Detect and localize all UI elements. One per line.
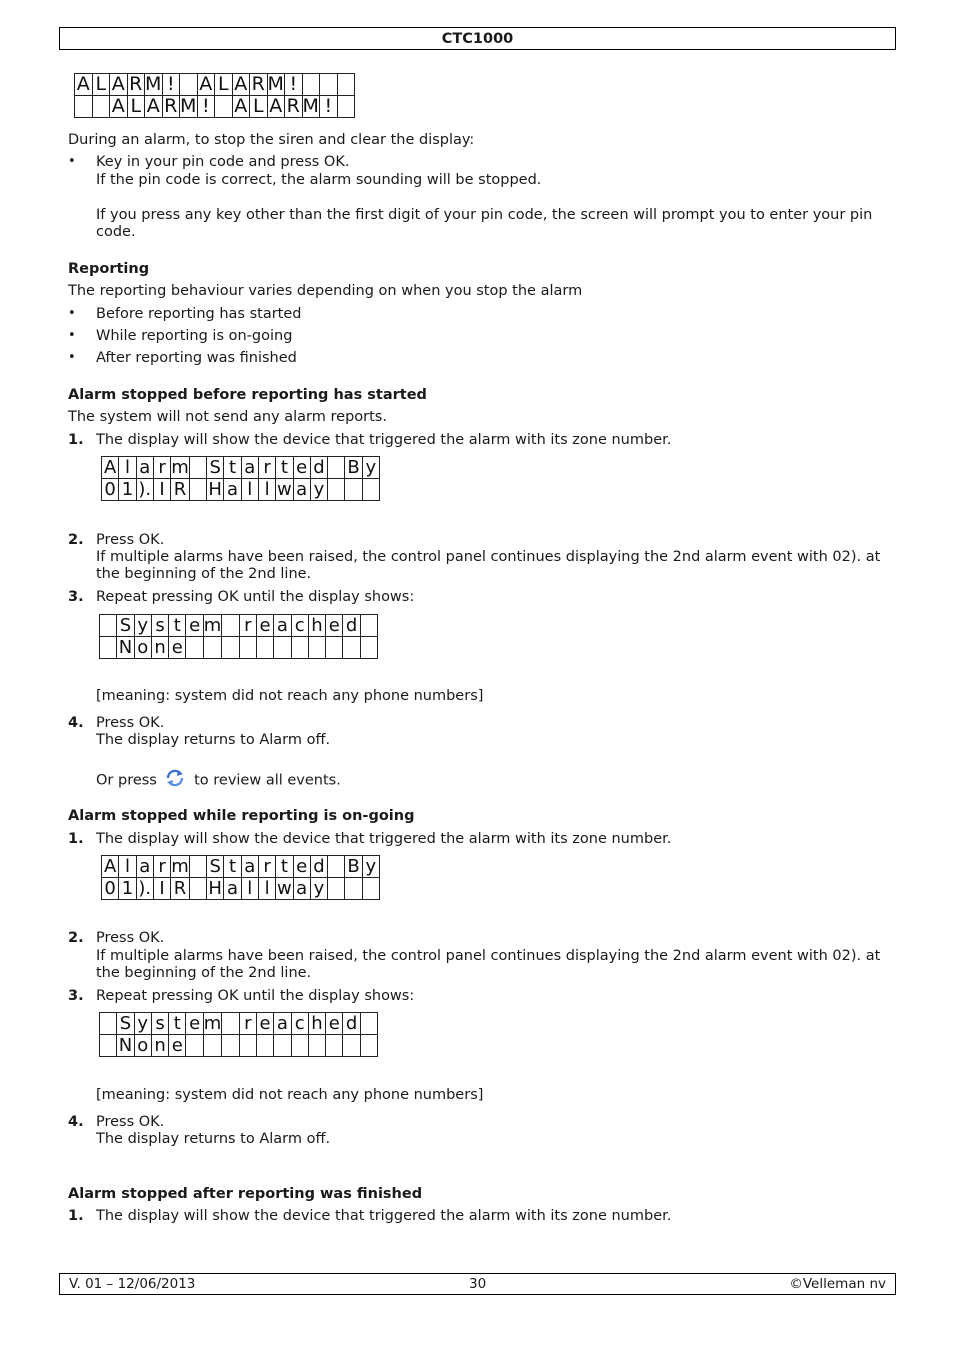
lcd-cell: S xyxy=(207,457,224,479)
step-number: 4. xyxy=(68,715,84,731)
lcd-cell: e xyxy=(293,856,310,878)
lcd-cell: t xyxy=(169,1013,186,1035)
list-item: While reporting is on-going xyxy=(96,328,293,344)
lcd-cell xyxy=(215,96,233,118)
lcd-cell: A xyxy=(267,96,285,118)
step-text: Press OK. xyxy=(96,1114,165,1130)
bullet-text: Key in your pin code and press OK. xyxy=(96,154,350,170)
step-number: 3. xyxy=(68,988,84,1004)
lcd-cell: o xyxy=(134,1035,151,1057)
lcd-cell: l xyxy=(258,878,275,900)
lcd-row xyxy=(102,457,380,479)
lcd-cell: h xyxy=(308,615,325,637)
lcd-cell: a xyxy=(293,479,310,501)
lcd-system-reached-display xyxy=(99,614,378,659)
lcd-cell: L xyxy=(250,96,268,118)
lcd-cell: l xyxy=(258,479,275,501)
lcd-cell: A xyxy=(102,856,119,878)
lcd-cell xyxy=(203,1035,222,1057)
lcd-cell xyxy=(337,96,355,118)
lcd-cell: r xyxy=(258,856,275,878)
lcd-cell xyxy=(100,1013,117,1035)
lcd-cell: y xyxy=(362,457,379,479)
lcd-cell xyxy=(256,1035,273,1057)
lcd-cell xyxy=(328,479,345,501)
step-number: 2. xyxy=(68,930,84,946)
step-subtext: The display returns to Alarm off. xyxy=(96,732,331,748)
lcd-row xyxy=(100,1013,378,1035)
bullet-subtext: If the pin code is correct, the alarm sounding will be stopped. xyxy=(96,172,542,188)
lcd-cell: M xyxy=(180,95,197,117)
lcd-cell xyxy=(337,74,355,96)
lcd-cell: n xyxy=(151,1035,168,1057)
reporting-text: The reporting behaviour varies depending on when you stop the alarm xyxy=(68,283,583,299)
refresh-cycle-icon xyxy=(165,769,185,792)
lcd-cell: m xyxy=(171,855,189,877)
lcd-cell: a xyxy=(224,878,241,900)
lcd-cell xyxy=(291,1035,308,1057)
lcd-cell xyxy=(291,637,308,659)
lcd-cell xyxy=(302,74,320,96)
lcd-cell: ). xyxy=(136,479,153,501)
lcd-cell: s xyxy=(151,615,168,637)
lcd-cell: a xyxy=(241,856,258,878)
lcd-cell xyxy=(239,637,256,659)
lcd-cell: e xyxy=(326,1013,343,1035)
step-number: 1. xyxy=(68,1208,84,1224)
lcd-cell xyxy=(328,878,345,900)
lcd-cell: d xyxy=(310,856,327,878)
lcd-cell xyxy=(308,1035,325,1057)
lcd-alarm-started-display xyxy=(101,855,380,900)
lcd-cell: a xyxy=(274,1013,291,1035)
bullet-dot: • xyxy=(68,328,76,343)
lcd-cell: y xyxy=(310,878,327,900)
lcd-cell: ! xyxy=(197,96,215,118)
lcd-cell xyxy=(180,74,198,96)
lcd-cell xyxy=(186,637,203,659)
lcd-cell: e xyxy=(186,1013,203,1035)
lcd-cell xyxy=(328,856,345,878)
lcd-cell: t xyxy=(224,457,241,479)
lcd-cell xyxy=(274,637,291,659)
page-header xyxy=(59,27,896,50)
lcd-cell: n xyxy=(151,637,168,659)
lcd-cell: ! xyxy=(320,96,338,118)
lcd-cell: e xyxy=(256,615,273,637)
lcd-cell: r xyxy=(239,615,256,637)
lcd-alarm-display xyxy=(74,73,355,118)
lcd-cell: B xyxy=(345,457,362,479)
lcd-cell: A xyxy=(197,74,215,96)
lcd-cell: L xyxy=(127,96,145,118)
lcd-cell: R xyxy=(171,479,190,501)
lcd-cell: a xyxy=(241,457,258,479)
lcd-cell: A xyxy=(102,457,119,479)
lcd-cell: 0 xyxy=(102,479,119,501)
or-press-line xyxy=(96,769,341,792)
lcd-cell: B xyxy=(345,856,362,878)
lcd-cell: 1 xyxy=(119,878,136,900)
lcd-cell xyxy=(100,615,117,637)
step-number: 1. xyxy=(68,432,84,448)
lcd-cell: l xyxy=(119,856,136,878)
lcd-cell: s xyxy=(151,1013,168,1035)
step-text: Press OK. xyxy=(96,715,165,731)
lcd-cell: e xyxy=(169,637,186,659)
lcd-cell: A xyxy=(232,74,250,96)
step-number: 1. xyxy=(68,831,84,847)
bullet-dot: • xyxy=(68,350,76,365)
lcd-cell xyxy=(222,1035,239,1057)
lcd-cell: S xyxy=(117,1013,134,1035)
lcd-cell: d xyxy=(343,1013,360,1035)
lcd-cell: L xyxy=(215,74,233,96)
lcd-cell xyxy=(239,1035,256,1057)
lcd-cell xyxy=(360,1035,377,1057)
lcd-cell: H xyxy=(208,877,222,899)
lcd-cell: e xyxy=(169,1035,186,1057)
step-text: The display will show the device that triggered the alarm with its zone number. xyxy=(96,831,672,847)
lcd-cell: ). xyxy=(136,878,153,900)
lcd-cell: r xyxy=(153,856,170,878)
step-subtext: If multiple alarms have been raised, the control panel continues displaying the 2nd alarm event with 02). at the beginning of the 2nd line. xyxy=(96,948,881,981)
lcd-cell: t xyxy=(276,457,293,479)
lcd-cell: 0 xyxy=(102,878,119,900)
lcd-cell: t xyxy=(276,856,293,878)
meaning-note: [meaning: system did not reach any phone numbers] xyxy=(96,688,484,704)
lcd-row xyxy=(102,479,380,501)
lcd-cell: M xyxy=(145,73,162,95)
lcd-cell: S xyxy=(117,615,134,637)
lcd-cell: H xyxy=(208,478,222,500)
lcd-cell: A xyxy=(110,74,128,96)
lcd-row xyxy=(75,74,355,96)
lcd-row xyxy=(100,1035,378,1057)
lcd-cell: d xyxy=(310,457,327,479)
lcd-cell xyxy=(222,615,239,637)
lcd-cell: e xyxy=(326,615,343,637)
lcd-cell: y xyxy=(310,479,327,501)
intro-line: During an alarm, to stop the siren and clear the display: xyxy=(68,132,475,148)
lcd-row xyxy=(75,96,355,118)
lcd-cell: w xyxy=(277,877,292,899)
lcd-cell: h xyxy=(308,1013,325,1035)
lcd-cell: R xyxy=(171,878,190,900)
lcd-cell xyxy=(222,1013,239,1035)
lcd-cell xyxy=(360,615,377,637)
or-press-text: to review all events. xyxy=(194,772,341,789)
lcd-cell xyxy=(100,1035,117,1057)
lcd-cell: m xyxy=(203,1012,222,1034)
lcd-cell: m xyxy=(171,456,189,478)
document-title: CTC1000 xyxy=(441,31,514,47)
pin-note: If you press any key other than the first digit of your pin code, the screen will prompt you to enter your pin code. xyxy=(96,207,873,240)
lcd-row xyxy=(102,856,380,878)
lcd-cell xyxy=(362,878,379,900)
section-heading: Alarm stopped while reporting is on-going xyxy=(68,808,415,824)
lcd-cell xyxy=(345,479,362,501)
lcd-cell xyxy=(343,1035,360,1057)
lcd-cell xyxy=(274,1035,291,1057)
lcd-row xyxy=(100,637,378,659)
lcd-cell: R xyxy=(162,96,180,118)
lcd-cell: y xyxy=(134,1013,151,1035)
lcd-cell: r xyxy=(239,1013,256,1035)
lcd-cell xyxy=(189,856,206,878)
lcd-cell: S xyxy=(207,856,224,878)
lcd-cell: N xyxy=(118,1034,133,1056)
lcd-row xyxy=(102,878,380,900)
bullet-dot: • xyxy=(68,306,76,321)
lcd-cell: a xyxy=(293,878,310,900)
lcd-cell: A xyxy=(145,96,163,118)
lcd-cell: R xyxy=(250,74,268,96)
lcd-cell xyxy=(75,96,93,118)
step-subtext: If multiple alarms have been raised, the control panel continues displaying the 2nd alarm event with 02). at the beginning of the 2nd line. xyxy=(96,549,881,582)
lcd-cell: y xyxy=(362,856,379,878)
lcd-cell: a xyxy=(274,615,291,637)
lcd-cell xyxy=(326,1035,343,1057)
lcd-cell: c xyxy=(291,1013,308,1035)
lcd-cell: N xyxy=(118,636,133,658)
lcd-cell xyxy=(222,637,239,659)
lcd-cell: I xyxy=(153,479,170,501)
lcd-cell: y xyxy=(134,615,151,637)
lcd-alarm-started-display xyxy=(101,456,380,501)
lcd-cell xyxy=(345,878,362,900)
section-heading: Alarm stopped before reporting has started xyxy=(68,387,427,403)
lcd-cell: A xyxy=(75,74,93,96)
lcd-cell: ! xyxy=(162,74,180,96)
lcd-cell: R xyxy=(285,96,303,118)
section-heading: Alarm stopped after reporting was finished xyxy=(68,1186,423,1202)
lcd-cell: w xyxy=(277,478,292,500)
lcd-cell: o xyxy=(134,637,151,659)
lcd-cell: m xyxy=(203,614,222,636)
lcd-cell xyxy=(256,637,273,659)
lcd-cell: d xyxy=(343,615,360,637)
lcd-cell: a xyxy=(224,479,241,501)
lcd-cell xyxy=(92,96,110,118)
step-text: Repeat pressing OK until the display shows: xyxy=(96,988,415,1004)
lcd-cell: r xyxy=(153,457,170,479)
lcd-cell: l xyxy=(241,878,258,900)
section-text: The system will not send any alarm reports. xyxy=(68,409,387,425)
lcd-cell xyxy=(320,74,338,96)
step-text: Repeat pressing OK until the display shows: xyxy=(96,589,415,605)
lcd-cell xyxy=(189,457,206,479)
lcd-cell: c xyxy=(291,615,308,637)
or-press-text: Or press xyxy=(96,772,157,789)
lcd-cell: r xyxy=(258,457,275,479)
step-text: Press OK. xyxy=(96,930,165,946)
lcd-cell: L xyxy=(92,74,110,96)
lcd-cell: t xyxy=(224,856,241,878)
lcd-cell xyxy=(343,637,360,659)
lcd-cell xyxy=(308,637,325,659)
lcd-cell: l xyxy=(119,457,136,479)
section-heading: Reporting xyxy=(68,261,150,277)
page-number: 30 xyxy=(469,1276,487,1292)
lcd-cell xyxy=(328,457,345,479)
lcd-cell: e xyxy=(293,457,310,479)
lcd-cell: A xyxy=(110,96,128,118)
lcd-cell: M xyxy=(267,73,284,95)
lcd-cell xyxy=(203,637,222,659)
lcd-cell: e xyxy=(256,1013,273,1035)
lcd-row xyxy=(100,615,378,637)
lcd-cell xyxy=(100,637,117,659)
lcd-cell: l xyxy=(241,479,258,501)
lcd-system-reached-display xyxy=(99,1012,378,1057)
list-item: After reporting was finished xyxy=(96,350,297,366)
meaning-note: [meaning: system did not reach any phone numbers] xyxy=(96,1087,484,1103)
lcd-cell xyxy=(189,479,206,501)
lcd-cell xyxy=(189,878,206,900)
step-subtext: The display returns to Alarm off. xyxy=(96,1131,331,1147)
lcd-cell xyxy=(326,637,343,659)
bullet-dot: • xyxy=(68,154,76,169)
lcd-cell xyxy=(186,1035,203,1057)
step-text: The display will show the device that triggered the alarm with its zone number. xyxy=(96,1208,672,1224)
lcd-cell: M xyxy=(302,95,319,117)
lcd-cell xyxy=(362,479,379,501)
lcd-cell: e xyxy=(186,615,203,637)
lcd-cell: A xyxy=(232,96,250,118)
step-number: 3. xyxy=(68,589,84,605)
lcd-cell: a xyxy=(136,457,153,479)
footer-version: V. 01 – 12/06/2013 xyxy=(69,1276,196,1292)
list-item: Before reporting has started xyxy=(96,306,302,322)
lcd-cell: I xyxy=(153,878,170,900)
step-number: 4. xyxy=(68,1114,84,1130)
page-footer xyxy=(59,1273,896,1295)
lcd-cell xyxy=(360,1013,377,1035)
lcd-cell: a xyxy=(136,856,153,878)
lcd-cell: ! xyxy=(285,74,303,96)
lcd-cell: R xyxy=(127,74,145,96)
step-text: The display will show the device that triggered the alarm with its zone number. xyxy=(96,432,672,448)
step-number: 2. xyxy=(68,532,84,548)
step-text: Press OK. xyxy=(96,532,165,548)
lcd-cell: 1 xyxy=(119,479,136,501)
lcd-cell: t xyxy=(169,615,186,637)
footer-copyright: ©Velleman nv xyxy=(789,1276,886,1292)
lcd-cell xyxy=(360,637,377,659)
